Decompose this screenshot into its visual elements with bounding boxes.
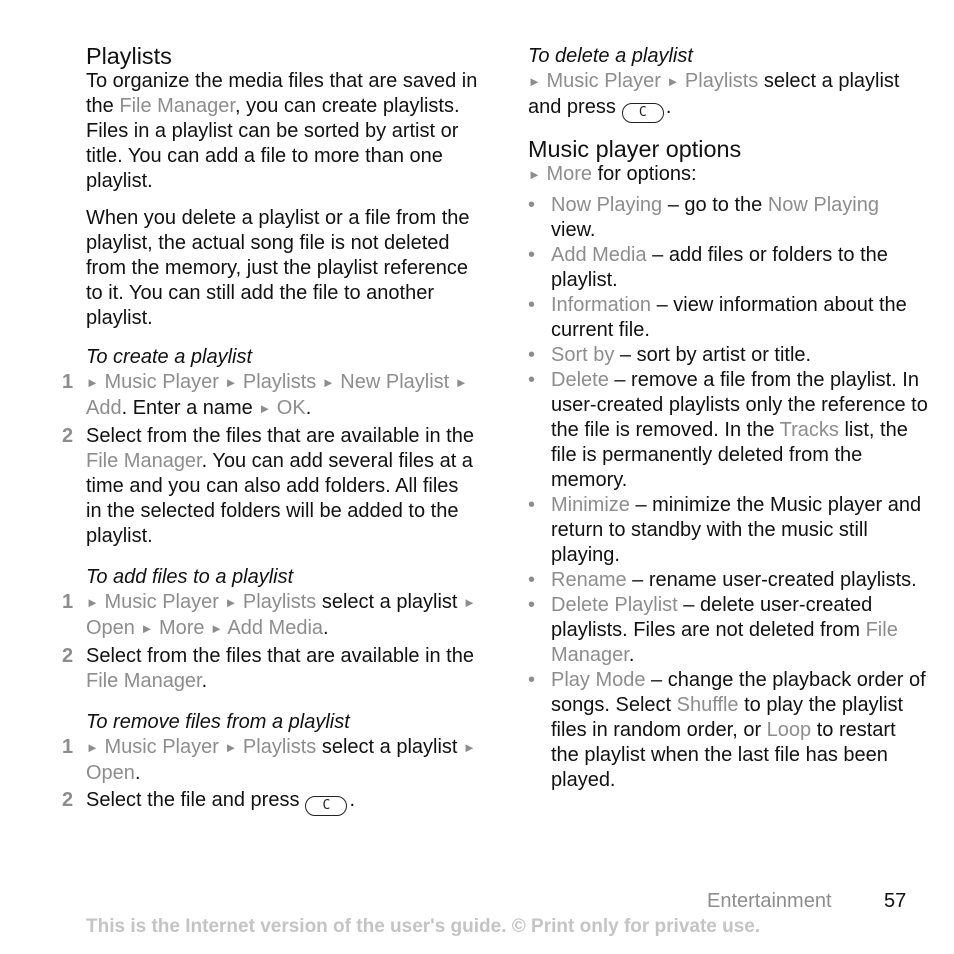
step-number: 2 [62,645,74,667]
more-instruction: ► More for options: [528,163,697,185]
step-1: 1 ► Music Player ► Playlists select a playlist ► Open. [62,736,476,784]
page-number: 57 [884,890,907,912]
step-number: 1 [62,371,74,393]
remove-files-steps [62,735,478,816]
bullet-icon: • [528,194,536,216]
options-list [528,193,928,793]
arrow-icon: ► [140,621,154,636]
step-1: 1 ► Music Player ► Playlists select a playlist ► Open ► More ► Add Media. [62,591,476,639]
step-number: 2 [62,789,74,811]
option-sort-by: • Sort by – sort by artist or title. [528,344,812,366]
delete-note: When you delete a playlist or a file from the playlist, the actual song file is not deleted from the memory, just the playlist reference to it. You can still add the file to another playlist. [86,207,470,329]
c-key-icon: C [305,796,347,816]
arrow-icon: ► [321,375,335,390]
arrow-icon: ► [224,595,238,610]
arrow-icon: ► [463,740,476,755]
arrow-icon: ► [454,375,468,390]
step-1: 1 ► Music Player ► Playlists ► New Playlist ► Add. Enter a name ► OK. [62,371,468,419]
option-now-playing: • Now Playing – go to the Now Playing view. [528,194,879,241]
c-key-icon: C [622,103,664,123]
delete-playlist-heading: To delete a playlist [528,45,693,67]
arrow-icon: ► [463,595,476,610]
option-information: • Information – view information about the current file. [528,294,907,341]
add-files-steps [62,590,478,694]
playlists-heading: Playlists [86,43,172,69]
create-playlist-heading: To create a playlist [86,346,253,368]
bullet-icon: • [528,494,536,516]
step-number: 2 [62,425,74,447]
bullet-icon: • [528,669,536,691]
file-manager-ref: File Manager [119,95,235,117]
remove-files-heading: To remove files from a playlist [86,711,350,733]
option-add-media: • Add Media – add files or folders to the playlist. [528,244,888,291]
arrow-icon: ► [528,74,541,89]
option-delete-playlist: • Delete Playlist – delete user-created playlists. Files are not deleted from File Manager. [528,594,898,666]
step-2: 2 Select the file and press C . [86,788,478,816]
arrow-icon: ► [528,167,541,182]
step-number: 1 [62,736,74,758]
bullet-icon: • [528,594,536,616]
watermark-notice: This is the Internet version of the user's guide. © Print only for private use. [86,916,761,937]
bullet-icon: • [528,344,536,366]
bullet-icon: • [528,369,536,391]
option-rename: • Rename – rename user-created playlists. [528,569,917,591]
arrow-icon: ► [224,740,238,755]
step-2: 2 Select from the files that are available in the File Manager. [62,645,474,692]
option-play-mode: • Play Mode – change the playback order of songs. Select Shuffle to play the playlist files in random order, or Loop to restart the playlist when the last file has been played. [528,669,926,791]
arrow-icon: ► [666,74,680,89]
delete-playlist-instruction: ► Music Player ► Playlists select a playlist and press C . [528,69,928,123]
create-playlist-steps [62,370,478,549]
arrow-icon: ► [258,401,272,416]
playlists-intro: To organize the media files that are saved in the File Manager, you can create playlists. Files in a playlist can be sorted by artist or title. You can add a file to more than one playlist. [86,70,478,192]
arrow-icon: ► [86,740,99,755]
arrow-icon: ► [86,375,99,390]
option-minimize: • Minimize – minimize the Music player and return to standby with the music still playing. [528,494,922,566]
bullet-icon: • [528,294,536,316]
step-number: 1 [62,591,74,613]
bullet-icon: • [528,569,536,591]
arrow-icon: ► [224,375,238,390]
option-delete: • Delete – remove a file from the playlist. In user-created playlists only the reference to the file is removed. In the Tracks list, the file is permanently deleted from the memory. [528,369,928,491]
step-2: 2 Select from the files that are available in the File Manager. You can add several files at a time and you can also add folders. All files in the selected folders will be added to the playlist. [62,425,474,547]
music-player-options-heading: Music player options [528,136,742,162]
right-column [528,44,928,793]
footer-section-name: Entertainment [707,890,832,912]
left-column [62,43,478,818]
arrow-icon: ► [210,621,223,636]
arrow-icon: ► [86,595,99,610]
bullet-icon: • [528,244,536,266]
add-files-heading: To add files to a playlist [86,566,294,588]
